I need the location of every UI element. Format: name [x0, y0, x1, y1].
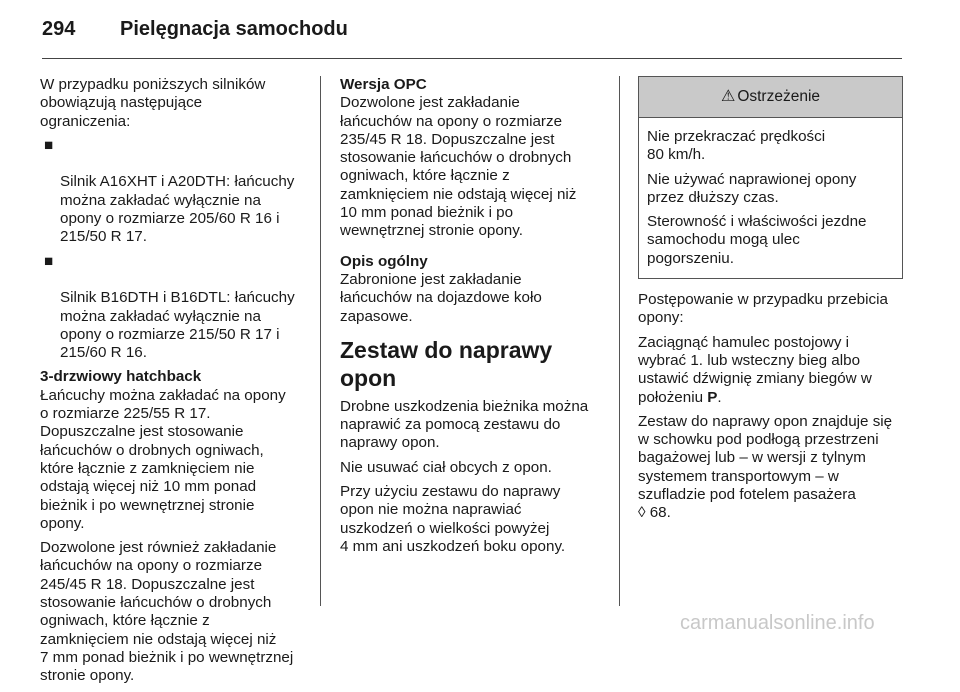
column-3: [638, 76, 903, 529]
repair-paragraph-2: Nie usuwać ciał obcych z opon.: [340, 458, 552, 476]
gear-position-p: P: [707, 388, 718, 406]
page-number: 294: [42, 18, 76, 40]
opc-paragraph: Dozwolone jest zakładanie łańcuchów na opony o rozmiarze 235/45 R 18. Dopuszczalne jest stosowanie łańcuchów o drobnych ogniwach, które łącznie z zamknięciem nie odstają więcej niż 10 mm ponad bieżnik i po wewnętrznej stronie opony.: [340, 94, 577, 240]
warning-header: [639, 77, 902, 118]
opc-heading: Wersja OPC: [340, 76, 427, 93]
warning-item: Sterowność i właściwości jezdne samochodu mogą ulec pogorszeniu.: [647, 213, 867, 267]
parking-brake-end: .: [717, 388, 722, 406]
intro-paragraph: W przypadku poniższych silników obowiązują następujące ograniczenia:: [40, 76, 266, 130]
bullet-square-icon: ■: [44, 136, 54, 154]
page-reference-link[interactable]: 68.: [645, 504, 671, 522]
bullet-item: [40, 137, 305, 247]
section-title: Zestaw do naprawy opon: [340, 336, 553, 391]
bullet-item: [40, 253, 305, 363]
warning-body: [639, 118, 902, 278]
warning-item: Nie używać naprawionej opony przez dłuższy czas.: [647, 170, 857, 206]
column-divider-2: [619, 76, 620, 606]
bullet-text: Silnik B16DTH i B16DTL: łańcuchy można zakładać wyłącznie na opony o rozmiarze 215/50 R 17 i 215/60 R 16.: [60, 289, 295, 362]
hatchback-paragraph-1: Łańcuchy można zakładać na opony o rozmiarze 225/55 R 17. Dopuszczalne jest stosowanie łańcuchów o drobnych ogniwach, które łącznie z zamknięciem nie odstają więcej niż 10 mm ponad bieżnik i po wewnętrznej stronie opony.: [40, 386, 286, 532]
kit-location-paragraph: [638, 413, 903, 523]
warning-item: Nie przekraczać prędkości 80 km/h.: [647, 128, 826, 164]
page-reference-icon: ◊: [638, 504, 646, 522]
hatchback-heading: 3-drzwiowy hatchback: [40, 368, 202, 386]
repair-paragraph-3: Przy użyciu zestawu do naprawy opon nie można naprawiać uszkodzeń o wielkości powyżej 4 mm ani uszkodzeń boku opony.: [340, 483, 566, 555]
parking-brake-text: Zaciągnąć hamulec postojowy i wybrać 1. lub wsteczny bieg albo ustawić dźwignię zmiany biegów w położeniu: [638, 333, 872, 406]
watermark: carmanualsonline.info: [680, 612, 875, 634]
warning-triangle-icon: ⚠: [720, 87, 736, 105]
hatchback-paragraph-2: Dozwolone jest również zakładanie łańcuchów na opony o rozmiarze 245/45 R 18. Dopuszczalne jest stosowanie łańcuchów o drobnych ogniwach, które łącznie z zamknięciem nie odstają więcej niż 7 mm ponad bieżnik i po wewnętrznej stronie opony.: [40, 539, 294, 685]
parking-brake-paragraph: [638, 334, 903, 407]
column-2: [340, 76, 605, 562]
bullet-text: Silnik A16XHT i A20DTH: łańcuchy można zakładać wyłącznie na opony o rozmiarze 205/60 R 16 i 215/50 R 17.: [60, 173, 295, 246]
column-1: [40, 76, 305, 692]
page-header: [42, 14, 902, 54]
kit-location-text: Zestaw do naprawy opon znajduje się w schowku pod podłogą przestrzeni bagażowej lub – w wersji z tylnym systemem transportowym – w szufladzie pod fotelem pasażera: [638, 412, 893, 504]
column-divider-1: [320, 76, 321, 606]
general-paragraph: Zabronione jest zakładanie łańcuchów na dojazdowe koło zapasowe.: [340, 270, 542, 325]
bullet-square-icon: ■: [44, 252, 54, 270]
repair-paragraph-1: Drobne uszkodzenia bieżnika można naprawić za pomocą zestawu do naprawy opon.: [340, 397, 589, 452]
puncture-paragraph: Postępowanie w przypadku przebicia opony:: [638, 291, 888, 327]
header-rule: [42, 58, 902, 59]
warning-title: Ostrzeżenie: [737, 87, 821, 105]
general-heading: Opis ogólny: [340, 252, 428, 270]
page-title: Pielęgnacja samochodu: [120, 18, 348, 40]
warning-box: [638, 76, 903, 279]
